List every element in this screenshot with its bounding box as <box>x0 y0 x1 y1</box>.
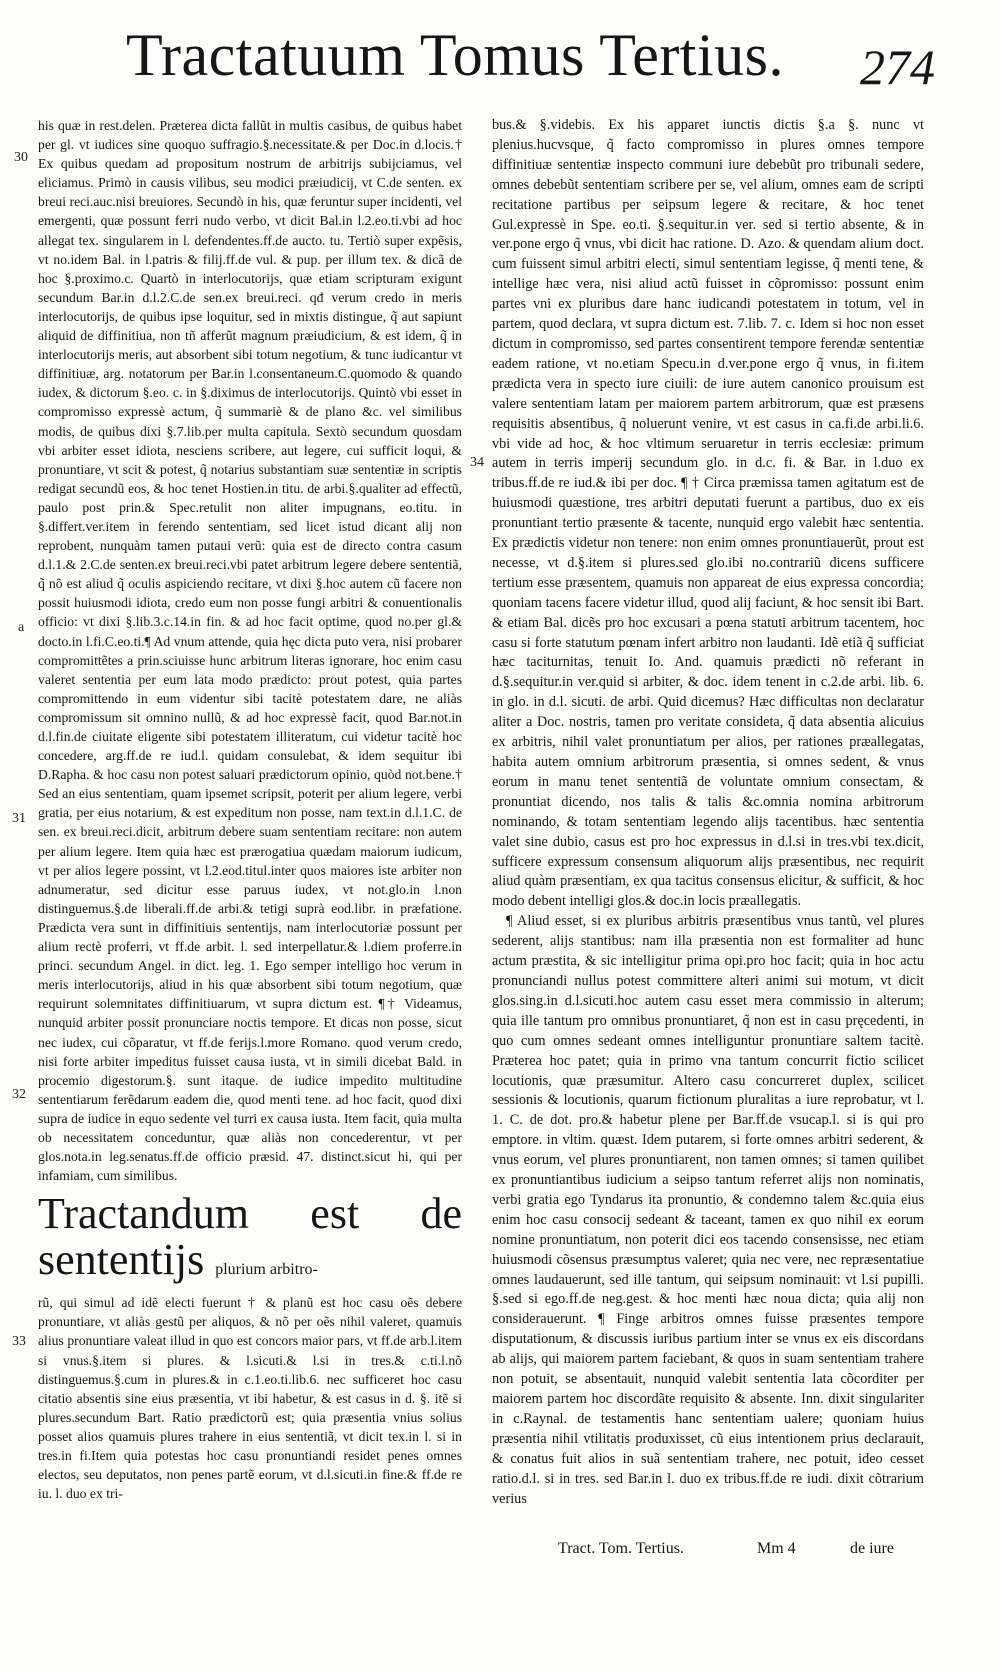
body-paragraph: ¶ Aliud esset, si ex pluribus arbitris præsentibus vnus tantũ, vel plures sederent, alijs stantibus: nam illa præsentia non est formaliter ad hunc actum præstita, & sic intelligitur prima opi.pro hoc facit; quia in hoc actu pronunciandi nullus potest committere alteri animi sui motum, vt dicit glos.sing.in d.l.sicuti.hoc autem casu esset mera commissio in alterum; quia ille tantum pro omnibus pronuntiaret, q̃ non est in casu pręcedenti, in quo cum omnes sedeant omnes intelliguntur pronuntiare saltem tacitè. Præterea hoc patet; quia in primo vna tantum concurrit fictio scilicet locutionis, quæ præsumitur. Altero casu concurreret duplex, scilicet sessionis & locutionis, quarum fictionum pluralitas a iure reprobatur, vt l. 1. C. de dot. pro.& habetur plene per Bar.ff.de vsucap.l. si is qui pro emptore. in vltim. quæst. Idem putarem, si forte omnes arbitri sederent, & vnus eorum, vel plures pronuntiarent, non tamen omnes; si tamen quilibet ex pronuntiantibus iudicium a seipso tantum referret alijs non nominatis, verbi gratia ego Tyndarus ita pronuntio, & condemno talem &c.quia eius enim hoc casu consocij sedeant & taceant, tamen ex quo nihil ex eorum nomine pronuntiatum, non poterit dici eos tacendo consensisse, nec etiam huiusmodi cõsensus præsumptus valeret; quia nec vere, nec repræsentatiue omnes laudauerunt, sed ille tantum, qui seipsum nominauit: vt l.si pupilli. §.sed si ego.ff.de neg.gest. & hoc menti hæc noua dicta; quia alij non considerauerunt. ¶ Finge arbitros omnes fuisse præsentes tempore disputationum, & discussis iuribus partium inter se vnus ex eis discordans ab alijs, qui maiorem partem faciebant, & quos in suam sententiam trahere non potuit, se absentauit, nunquid valebit sententia lata cõcorditer per maiorem partem hoc discordãte requisito & absente. Inn. dixit singulariter in c.Raynal. de testamentis hanc sententiam ualere; quoniam huius præsentia nihil vtilitatis produxisset, cũ eius intentionem prius declarauit, & conatus fuit alios in suã sententiam trahere, nec potuit, ideo cesset ratio.d.l. si in tres. sed Bar.in l. duo ex tribus.ff.de re iudi. dixit cõtrarium verius <box>492 913 924 1507</box>
right-column <box>492 116 924 1509</box>
footer-signature: Tract. Tom. Tertius. <box>558 1540 684 1557</box>
catchword: de iure <box>850 1540 894 1557</box>
body-paragraph: rũ, qui simul ad idẽ electi fuerunt † & planũ est hoc casu oẽs debere pronuntiare, vt aliàs gestũ per aliquos, & nõ per oẽs nihil valeret, quamuis alius pronuntiare valeat illud in quo est concors maior pars, vt ff.de arb.l.item si vnus.§.item si plures. & l.sicuti.& l.si in tres.& c.ti.l.nõ distinguemus.§.cum in plures.& in c.1.eo.ti.lib.6. nec sufficeret hoc casu citatio absentis sine eius præsentia, vt ibi habetur, & est casus in d. §. itẽ si plures.secundum Bart. Ratio prædictorũ est; quia præsentia vnius solius posset alios quamuis plures trahere in eius sententiã, vt dicit tex.in l. si in tres.in fi.Item quia potestas hoc casu pronuntiandi residet penes omnes electos, seu deputatos, non penes partẽ eorum, vt d.l.sicuti.in fine.& ff.de re iu. l. duo ex tri- <box>38 1295 462 1502</box>
section-heading <box>38 1191 462 1293</box>
body-paragraph: his quæ in rest.delen. Præterea dicta fallũt in multis casibus, de quibus habet per gl. vt iudices sine quoquo suffragio.§.necessitate.& per Doc.in d.locis.† Ex quibus quedam ad propositum nostrum de arbitrijs subijciamus, vel eliciamus. Primò in causis vilibus, seu modici præiudicij, vt C.de senten. ex breui reci.auc.nisi breuiores. Secundò in his, quæ feruntur super incidenti, vel emergenti, quæ possunt ferri nudo verbo, vt dicit Bal.in l.2.eo.ti.vbi ad hoc allegat tex. singularem in l. defendentes.ff.de aucto. tu. Tertiò super expẽsis, vt no.idem Bal. in l.patris & filij.ff.de vul. & pup. per illum tex. & dicã de hoc §.proximo.c. Quartò in interlocutorijs, quæ etiam scripturam exigunt secundum Bar.in d.l.2.C.de sen.ex breui.reci. qđ verum credo in meris interlocutorijs, de quibus ipse loquitur, sed in mixtis distingue, q̃ aut sapiunt aliquid de diffinitiua, non tñ afferũt magnum præiudicium, & est idem, q̃ in interlocutorijs meris, aut absorbent sibi totum negotium, & tunc iudicantur vt diffinitiuæ, arg. notatorum per Bar.in l.consentaneum.C.quomodo & quando iudex, & dictorum §.eo. c. in §.diximus de interlocutorijs. Quintò vbi esset in compromisso expressè actum, q̃ summariè & de plano &c. vel similibus modis, de quibus dixi §.7.lib.per multa capitula. Sextò secundum quosdam vbi arbiter esset idiota, nesciens scribere, aut legere, cui sufficit loqui, & pronuntiare, vt scit & potest, q̃ notarius substantiam suæ sententiæ in scriptis redigat secundũ eos, & hoc tenet Hostien.in titu. de arbi.§.qualiter ad effectũ, paulo post prin.& Spec.retulit non aliter impugnans, eo.titu. in §.differt.ver.item in ferendo sententiam, sed licet istud dicant alij non reprobent, nunquàm tamen putaui verũ: quia est de directo contra casum d.l.1.& 2.C.de senten.ex breui.reci.vbi patet arbitrum legere debere sententiã, q̃ nõ est aliud q̃ oculis aspiciendo recitare, vt dixi §.hoc autem cũ facere non possit huiusmodi idiota, credo eum non posse fungi arbitri & conuentionalis officio: vt dixi §.lib.3.c.14.in fin. & ad hoc facit optime, quod no.per gl.& docto.in l.fi.C.eo.ti.¶ Ad vnum attende, quia hęc dicta puto vera, nisi probarer compromittẽtes a prin.sciuisse hunc arbitrum literas ignorare, hoc enim casu valeret sententia per eum lata modo prædicto: prout potest, quia partes compromittendo in eum videntur sibi tacitè potestatem dare, ne aliàs compromissum sit omnino nullũ, & ad hoc expressè facit, quod Bar.not.in d.l.fin.de ciuitate eligente sibi potestatem illiteratum, cui videtur tacitè hoc concedere, arg.ff.de re iud.l. quidam consulebat, & idem sequitur ibi D.Rapha. & hoc casu non potest saluari prædictorum opinio, quòd not.bene.† Sed an eius sententiam, quam ipsemet scripsit, poterit per alium legere, verbi gratia, per eius notarium, & est expeditum non posse, nam text.in d.l.1.C. de sen. ex breui.reci.dicit, arbitrum debere suam sententiam recitare: non autem per alium legere. Item quia hæc est prærogatiua quædam maiorum iudicum, vt per alios legere possint, vt l.2.eod.titul.inter quos maiores iste arbiter non adnumeratur, sed dicitur esse paruus iudex, vt not.glo.in l.non distinguemus.§.de liberali.ff.de arbi.& tetigi suprà eod.libr. in præfatione. Prædicta vera sunt in diffinitiuis sententijs, nam interlocutoriæ possunt per alium rectè proferri, vt ff.de arbit. l. sed interpellatur.& l.diem proferre.in princi. secundum Angel. in dict. leg. 1. Ego semper intelligo hoc verum in meris interlocutorijs, aliud in his quæ absorbent sibi totum negotium, quæ requirunt solemnitates diffinitiuarum, vt supra dictum est. ¶† Videamus, nunquid arbiter possit pronunciare noctis tempore. Et dicas non posse, sicut nec iudex, cui cõparatur, vt ff.de ferijs.l.more Romano. quod verum credo, nisi forte arbiter impeditus fuisset causa iusta, vt in simili dicebat Bald. in procemio digestorum.§. sunt itaque. de iudice impedito multitudine sententiarum ferẽdarum eadem die, quod menti tene. ad hoc facit, quod dixi supra de iudice in equo sedente vel turri ex causa iusta. Item facit, quia multa ob necessitatem conceduntur, quæ aliàs non concederentur, vt per glos.nota.in leg.senatus.ff.de officio præsid. 47. distinct.sicut hi, qui per infamiam, cum similibus. <box>38 118 462 1184</box>
left-column <box>38 116 462 1503</box>
margin-number: 31 <box>12 811 26 826</box>
body-paragraph: bus.& §.videbis. Ex his apparet iunctis dictis §.a §. nunc vt plenius.hucvsque, q̃ facto compromisso in plures omnes tempore diffinitiuæ sententiæ inspecto communi iure debebũt pro tribunali sedere, omnes debebũt sententiam scribere per se, vel alium, omnes eam de scripti recitatione partibus per seipsum legere & recitare, & hoc tenet Gul.expressè in Spe. eo.ti. §.sequitur.in ver. sed si tertio absente, & in ver.pone ergo q̃ vnus, vbi dicit hac ratione. D. Azo. & quendam alium doct. cum fuissent simul arbitri electi, simul sententiam legisse, q̃ menti tene, & intellige hæc vera, nisi aliud actũ fuisset in cõpromisso: possunt enim partes vni ex pluribus dare hanc iudicandi potestatem in totum, vel in partem, quod declara, vt supra dictum est. 7.lib. 7. c. Idem si hoc non esset dictum in compromisso, sed partes consentirent tempore ferendæ sententiæ eadem ratione, vt no.etiam Specu.in d.ver.pone ergo q̃ vnus, in fi.item prædicta vera in specto iure ciuili: de iure autem canonico prouisum est valere sententiam latam per maiorem partem arbitrorum, quæ est præsens requisitis absentibus, q̃ noluerunt venire, vt est casus in ca.fi.de arbi.li.6. vbi vide ad hoc, & hoc vltimum seruaretur in terris ecclesiæ: primum autem in terris imperij secundum glo. in d.c. fi. & Bar. in l.duo ex tribus.ff.de re iud.& ibi per doc. ¶ † Circa præmissa tamen agitatum est de huiusmodi quæstione, tres arbitri deputati fuerunt a partibus, duo ex eis pronuntiant tertio præsente & tacente, nunquid ergo valebit hæc sententia. Ex prædictis videtur non tenere: non enim omnes pronuntiauerũt, prout est necesse, vt d.§.item si plures.sed glo.ibi no.contrariũ dicens sufficere tertium esse præsentem, quamuis non appareat de eius expressa concordia; quoniam tacens facere videtur illud, quod alij faciunt, & hoc sensit ibi Bart. & etiam Bal. dicẽs pro hoc excusari a pœna statuti arbitrum tacentem, hoc casu si forte statutum pœnam infert arbitro non laudanti. Idẽ etiã q̃ sufficiat hæc taciturnitas, tenuit Io. And. quamuis prædicti nõ referant in d.§.sequitur.in ver.quid si arbiter, & doc. idem tenent in c.2.de arbi. lib. 6. in glo. in d.l. sicuti. de arbi. Quid dicemus? Hæc difficultas non declaratur aliter a Doc. nostris, tamen pro veritate consideta, q̃ data absentia alicuius ex arbitris, nihil valet pronuntiatum per alios, per rationes præallegatas, habita autem omnium arbitrorum præsentia, si omnes sedent, & vnus eorum in manu tenet sententiã de voluntate omnium consectam, & pronuntiat dicendo, nos talis & talis &c.omnia nomina arbitrorum nominando, & totam sententiam legendo alijs tacentibus. hæc sententia valet sine dubio, casus est pro hoc expressus in d.l.si in tres.vbi tex.dicit, sufficere expressum consensum aliquorum alijs præsentibus, nec requirit aliud quàm præsentiam, ex qua tacitus consensus elicitur, & sufficit, & hoc modo debent intelligi glos.& doc.in locis præallegatis. <box>492 117 924 910</box>
page-number: 274 <box>860 39 935 95</box>
section-heading-text: Tractandum est de sententijs <box>38 1189 462 1285</box>
margin-number: 30 <box>14 150 28 165</box>
margin-number: 33 <box>12 1334 26 1349</box>
margin-number: 32 <box>12 1087 26 1102</box>
margin-number: 34 <box>470 455 484 470</box>
section-heading-paragraph <box>38 1191 462 1293</box>
section-heading-tail: plurium arbitro- <box>215 1261 318 1279</box>
signature-mark: Mm 4 <box>757 1540 796 1557</box>
margin-letter: a <box>18 620 25 635</box>
running-title: Tractatuum Tomus Tertius. <box>126 22 784 88</box>
